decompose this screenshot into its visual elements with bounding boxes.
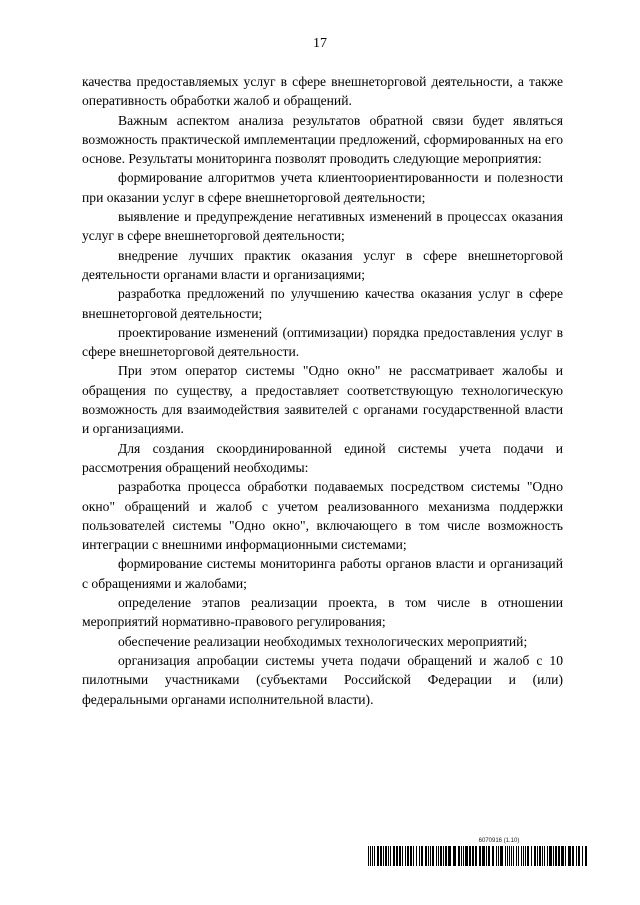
paragraph: формирование алгоритмов учета клиентоориентированности и полезности при оказании услуг в сфере внешнеторговой деятельности; [82,170,563,205]
paragraph: организация апробации системы учета подачи обращений и жалоб с 10 пилотными участниками (субъектами Российской Федерации и (или) федеральными органами исполнительной власти). [82,652,563,707]
barcode-code: 6070916 (1.10) [478,838,520,844]
document-body [82,72,563,709]
paragraph: разработка процесса обработки подаваемых посредством системы "Одно окно" обращений и жалоб с учетом реализованного механизма поддержки пользователей системы "Одно окно", включающего в том числе возможность интеграции с внешними информационными системами; [82,479,563,553]
page-number: 17 [313,36,327,51]
paragraph: формирование системы мониторинга работы органов власти и организаций с обращениями и жалобами; [82,556,563,591]
paragraph: качества предоставляемых услуг в сфере внешнеторговой деятельности, а также оперативность обработки жалоб и обращений. [82,74,563,109]
paragraph: определение этапов реализации проекта, в том числе в отношении мероприятий нормативно-правового регулирования; [82,595,563,630]
paragraph: обеспечение реализации необходимых технологических мероприятий; [118,633,528,649]
paragraph: Важным аспектом анализа результатов обратной связи будет являться возможность практической имплементации предложений, сформированных на его основе. Результаты мониторинга позволят проводить следующие мероприятия: [82,112,563,167]
paragraph: внедрение лучших практик оказания услуг в сфере внешнеторговой деятельности органами власти и организациями; [82,247,563,282]
paragraph: Для создания скоординированной единой системы учета подачи и рассмотрения обращений необходимы: [82,440,563,475]
paragraph: разработка предложений по улучшению качества оказания услуг в сфере внешнеторговой деятельности; [82,286,563,321]
paragraph: выявление и предупреждение негативных изменений в процессах оказания услуг в сфере внешнеторговой деятельности; [82,209,563,244]
barcode-block [368,838,590,866]
paragraph: При этом оператор системы "Одно окно" не рассматривает жалобы и обращения по существу, а предоставляет соответствующую технологическую возможность для взаимодействия заявителей с органами государственной власти и организациями. [82,363,563,437]
barcode-image [368,846,590,866]
paragraph: проектирование изменений (оптимизации) порядка предоставления услуг в сфере внешнеторговой деятельности. [82,324,563,360]
